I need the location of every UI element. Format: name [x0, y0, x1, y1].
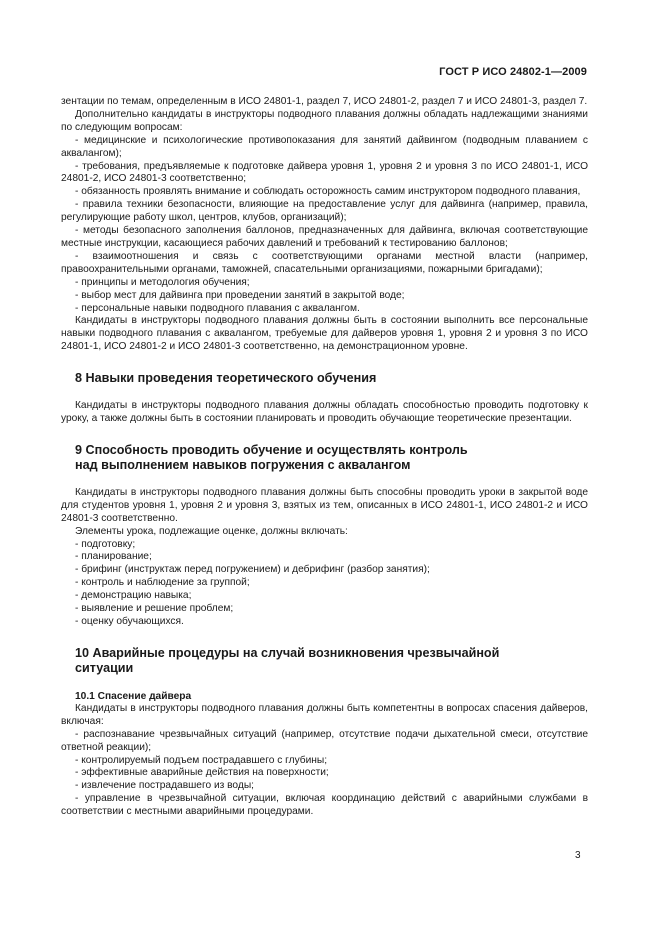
- list-item: - медицинские и психологические противопоказания для занятий дайвингом (подводным плаванием с аквалангом);: [61, 134, 588, 159]
- paragraph: Кандидаты в инструкторы подводного плавания должны быть способны проводить уроки в закрытой воде для студентов уровня 1, уровня 2 и уровня 3, взятых из тем, описанных в ИСО 24801-1, ИСО 24801-2 и ИСО 24801-3 соответственно.: [61, 486, 588, 524]
- paragraph: Кандидаты в инструкторы подводного плавания должны быть компетентны в вопросах спасения дайверов, включая:: [61, 702, 588, 727]
- heading-line: ситуации: [75, 660, 134, 675]
- list-item: - брифинг (инструктаж перед погружением) и дебрифинг (разбор занятия);: [75, 564, 430, 576]
- list-item: - подготовку;: [75, 538, 136, 550]
- list-item: - выбор мест для дайвинга при проведении занятий в закрытой воде;: [75, 289, 405, 301]
- list-item: - контроль и наблюдение за группой;: [75, 577, 250, 589]
- subsection-10-1-heading: 10.1 Спасение дайвера: [75, 690, 192, 702]
- list-item: - оценку обучающихся.: [75, 616, 184, 627]
- section-10-heading: [61, 646, 588, 676]
- list-item: - извлечение пострадавшего из воды;: [75, 780, 254, 792]
- heading-line: 10 Аварийные процедуры на случай возникновения чрезвычайной: [75, 645, 500, 660]
- paragraph: зентации по темам, определенным в ИСО 24801-1, раздел 7, ИСО 24801-2, раздел 7 и ИСО 24801-3, раздел 7.: [61, 96, 588, 107]
- paragraph: Дополнительно кандидаты в инструкторы подводного плавания должны обладать надлежащими знаниями по следующим вопросам:: [61, 108, 588, 133]
- paragraph: Кандидаты в инструкторы подводного плавания должны обладать способностью проводить подготовку к уроку, а также должны быть в состоянии планировать и проводить обучающие теоретические презентации.: [61, 400, 588, 425]
- heading-line: 9 Способность проводить обучение и осуществлять контроль: [75, 442, 468, 457]
- list-item: - распознавание чрезвычайных ситуаций (например, отсутствие подачи дыхательной смеси, отсутствие ответной реакции);: [61, 728, 588, 753]
- list-item: - методы безопасного заполнения баллонов, предназначенных для дайвинга, включая соответствующие местные инструкции, касающиеся рабочих давлений и требований к тестированию баллонов;: [61, 225, 588, 249]
- list-item: - управление в чрезвычайной ситуации, включая координацию действий с аварийными службами в соответствии с местными аварийными процедурами.: [61, 793, 588, 818]
- list-item: - обязанность проявлять внимание и соблюдать осторожность самим инструктором подводного плавания,: [75, 186, 581, 198]
- paragraph: Элементы урока, подлежащие оценке, должны включать:: [75, 525, 348, 537]
- list-item: - планирование;: [75, 551, 152, 563]
- list-item: - персональные навыки подводного плавания с аквалангом.: [75, 302, 360, 314]
- page-content: [61, 96, 588, 819]
- paragraph: Кандидаты в инструкторы подводного плавания должны быть в состоянии выполнить все персональные навыки подводного плавания с аквалангом, требуемые для дайверов уровня 1, уровня 2 и уровня 3 по ИСО 24801-1, ИСО 24801-2 и ИСО 24801-3 соответственно, на демонстрационном уровне.: [61, 315, 588, 353]
- list-item: - требования, предъявляемые к подготовке дайвера уровня 1, уровня 2 и уровня 3 по ИСО 24801-1, ИСО 24801-2, ИСО 24801-3 соответственно;: [61, 160, 588, 185]
- document-code-header: ГОСТ Р ИСО 24802-1—2009: [439, 66, 587, 78]
- list-item: - контролируемый подъем пострадавшего с глубины;: [75, 754, 328, 766]
- section-9-heading: [61, 443, 588, 473]
- list-item: - правила техники безопасности, влияющие на предоставление услуг для дайвинга (например, правила, регулирующие работу школ, центров, клубов, организаций);: [61, 199, 588, 224]
- list-item: - выявление и решение проблем;: [75, 603, 234, 615]
- section-8-heading: 8 Навыки проведения теоретического обучения: [75, 371, 377, 386]
- list-item: - принципы и методология обучения;: [75, 276, 250, 288]
- heading-line: над выполнением навыков погружения с аквалангом: [75, 457, 411, 472]
- list-item: - взаимоотношения и связь с соответствующими органами местной власти (например, правоохранительными органами, таможней, спасательными организациями, пожарными бригадами);: [61, 250, 588, 275]
- list-item: - эффективные аварийные действия на поверхности;: [75, 767, 329, 779]
- list-item: - демонстрацию навыка;: [75, 590, 192, 602]
- page-number: 3: [575, 850, 581, 861]
